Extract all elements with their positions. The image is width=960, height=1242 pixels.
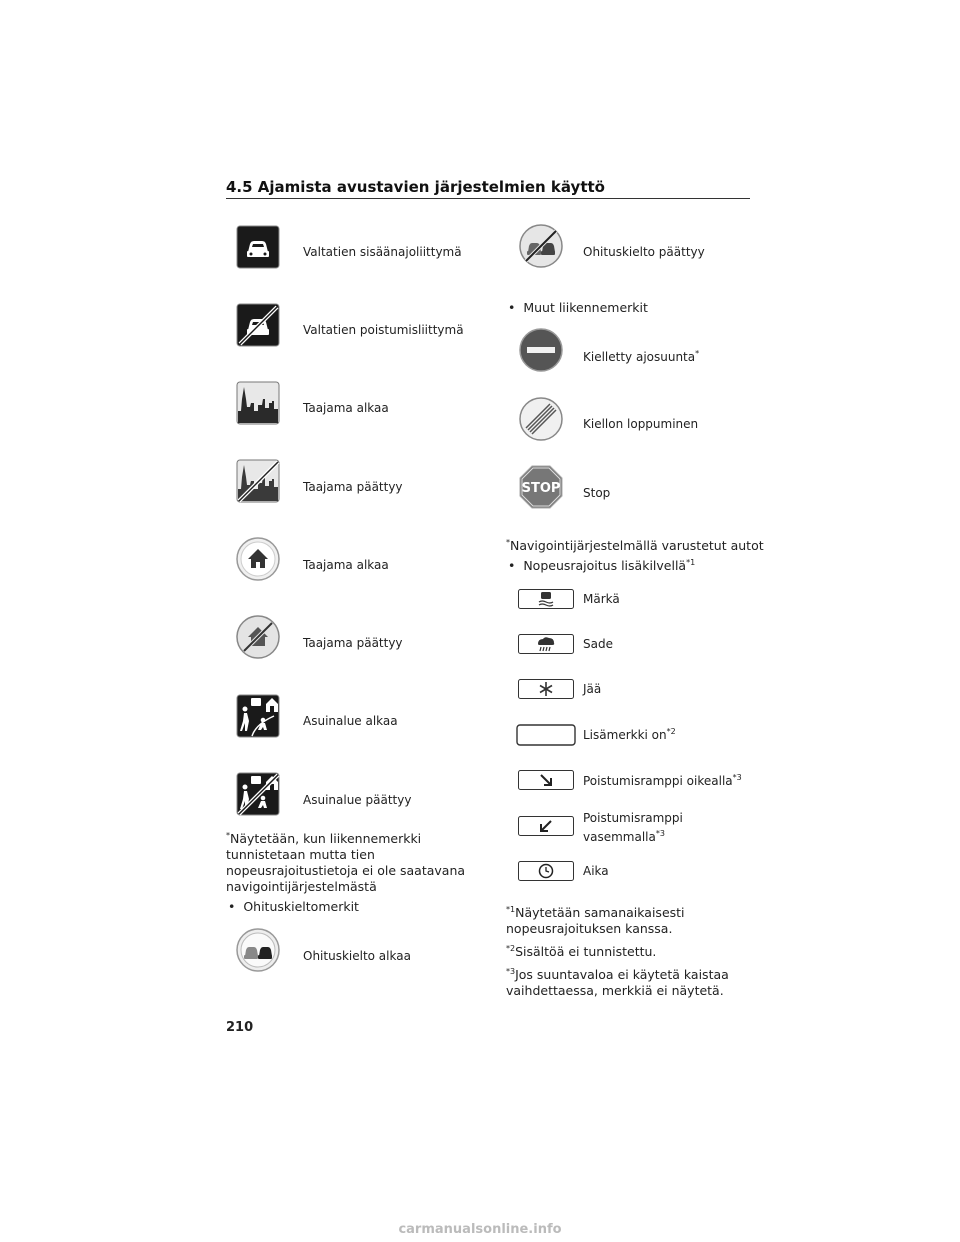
- sign-label-residential-start: Asuinalue alkaa: [303, 714, 398, 728]
- bullet-overtaking-signs: [228, 899, 359, 914]
- sign-label-sup: *3: [655, 829, 665, 838]
- bullet-dot: •: [228, 899, 236, 914]
- page-number: 210: [226, 1020, 254, 1035]
- residential-area-end-icon: [236, 772, 280, 816]
- clock-icon: [518, 861, 574, 881]
- sign-label-wet: Märkä: [583, 592, 620, 606]
- footnote-mark: *2: [506, 944, 516, 953]
- sign-label-expressway-exit: Valtatien poistumisliittymä: [303, 323, 464, 337]
- stop-sign-icon: [519, 465, 563, 509]
- section-title: 4.5 Ajamista avustavien järjestelmien käyttö: [226, 178, 605, 196]
- watermark-text: carmanualsonline.info: [398, 1222, 562, 1237]
- sign-label-stop: Stop: [583, 486, 611, 500]
- bullet-text: Muut liikennemerkit: [523, 300, 648, 315]
- rain-icon: [518, 634, 574, 654]
- footnote-mark: *1: [506, 905, 516, 914]
- sign-label-line1: Poistumisramppi: [583, 811, 683, 825]
- built-up-area-end-icon: [236, 459, 280, 503]
- wet-road-icon: [518, 589, 574, 609]
- bullet-other-signs: [508, 300, 648, 315]
- sign-label-residential-end: Asuinalue päättyy: [303, 793, 412, 807]
- footnote-mark: *3: [506, 967, 516, 976]
- footnote-text: Jos suuntavaloa ei käytetä kaistaa vaihdettaessa, merkkiä ei näytetä.: [506, 967, 729, 999]
- sign-label-text: Kielletty ajosuunta: [583, 350, 696, 364]
- footnote-3: [506, 964, 746, 999]
- sign-label-blank-plate: [583, 727, 676, 742]
- sign-label-exit-right: [583, 773, 742, 788]
- footnote-mark: *: [506, 538, 510, 547]
- sign-label-text: Lisämerkki on: [583, 728, 667, 742]
- sign-label-end-of-prohibition: Kiellon loppuminen: [583, 417, 699, 431]
- header-rule: [226, 198, 750, 199]
- sign-label-expressway-entry: Valtatien sisäänajoliittymä: [303, 245, 462, 259]
- footnote-2: [506, 941, 746, 960]
- sign-label-sup: *3: [732, 773, 742, 782]
- exit-left-arrow-icon: [518, 816, 574, 836]
- bullet-dot: •: [508, 558, 516, 574]
- sign-label-time: Aika: [583, 864, 609, 878]
- nav-equipped-note: [506, 535, 764, 554]
- built-up-area-start-round-icon: [236, 537, 280, 581]
- no-entry-icon: [519, 328, 563, 372]
- stop-sign-text: STOP: [521, 481, 561, 496]
- sign-label-exit-left: [583, 811, 683, 845]
- sign-label-no-overtaking-end: Ohituskielto päättyy: [583, 245, 705, 259]
- sign-label-ice: Jää: [583, 682, 602, 696]
- built-up-area-end-round-icon: [236, 615, 280, 659]
- sign-label-no-entry: [583, 349, 699, 364]
- residential-area-start-icon: [236, 694, 280, 738]
- sign-label-built-up-start-round: Taajama alkaa: [303, 558, 389, 572]
- sign-label-built-up-end-round: Taajama päättyy: [303, 636, 403, 650]
- bullet-text: Ohituskieltomerkit: [243, 899, 359, 914]
- expressway-exit-icon: [236, 303, 280, 347]
- footnote-text: Näytetään samanaikaisesti nopeusrajoituksen kanssa.: [506, 905, 685, 937]
- sign-label-text: Poistumisramppi oikealla: [583, 774, 733, 788]
- no-overtaking-start-icon: [236, 928, 280, 972]
- snowflake-icon: [518, 679, 574, 699]
- sign-label-built-up-start: Taajama alkaa: [303, 401, 389, 415]
- expressway-entry-icon: [236, 225, 280, 269]
- bullet-dot: •: [508, 300, 516, 315]
- footnote-text: Navigointijärjestelmällä varustetut autot: [510, 538, 764, 554]
- footnote-not-from-nav: [226, 828, 466, 895]
- sign-label-rain: Sade: [583, 637, 613, 651]
- footnote-text: Sisältöä ei tunnistettu.: [515, 944, 657, 960]
- footnote-text: Näytetään, kun liikennemerkki tunnistetaan mutta tien nopeusrajoitustietoja ei ole saatavana navigointijärjestelmästä: [226, 831, 466, 895]
- sign-label-no-overtaking-start: Ohituskielto alkaa: [303, 949, 411, 963]
- bullet-text: Nopeusrajoitus lisäkilvellä: [523, 558, 687, 574]
- footnote-1: [506, 902, 736, 937]
- exit-right-arrow-icon: [518, 770, 574, 790]
- blank-plate-icon: [516, 724, 576, 746]
- bullet-supplementary-plates: [508, 558, 695, 573]
- sign-label-sup: *2: [666, 727, 676, 736]
- sign-label-built-up-end: Taajama päättyy: [303, 480, 403, 494]
- bullet-sup: *1: [686, 558, 696, 567]
- sign-label-line2: vasemmalla: [583, 830, 656, 844]
- footnote-mark: *: [226, 831, 230, 840]
- built-up-area-start-icon: [236, 381, 280, 425]
- no-overtaking-end-icon: [519, 224, 563, 268]
- end-of-prohibition-icon: [519, 397, 563, 441]
- sign-label-sup: *: [695, 349, 700, 358]
